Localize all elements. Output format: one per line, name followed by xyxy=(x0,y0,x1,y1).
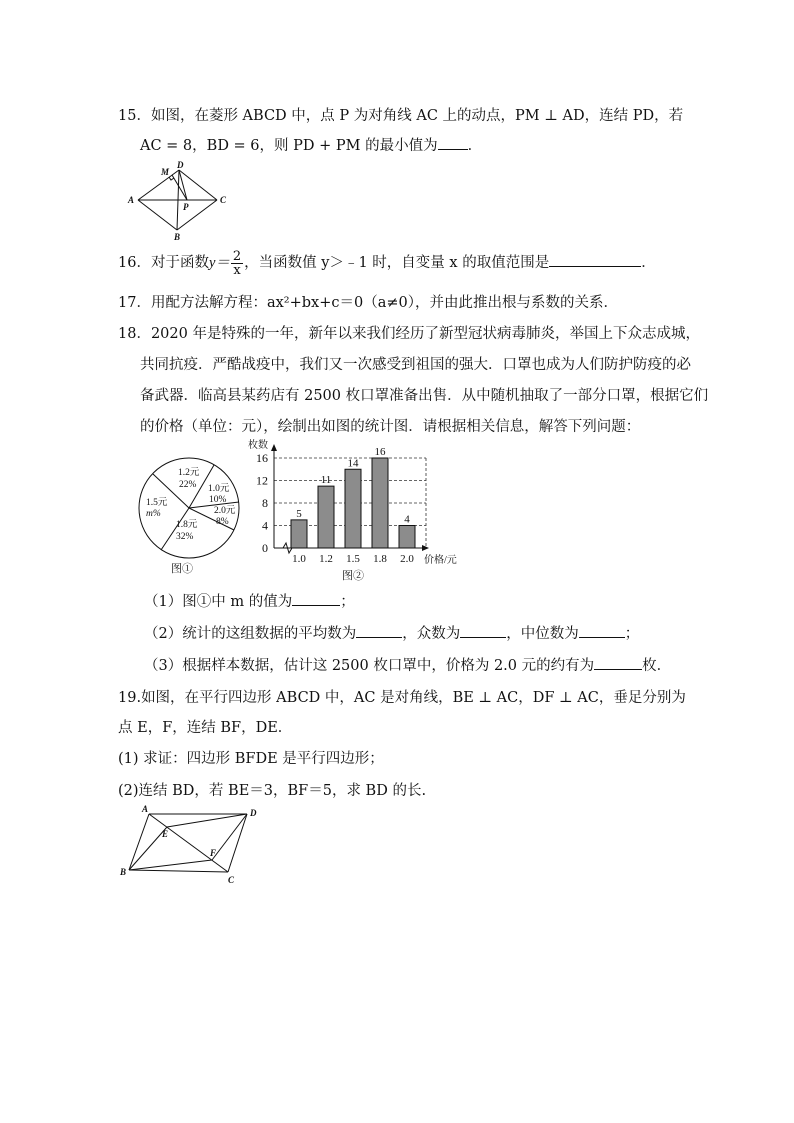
x-axis-arrow xyxy=(422,545,429,551)
q19-line2: 点 E，F，连结 BF，DE． xyxy=(118,720,293,736)
y-tick-label: 16 xyxy=(256,451,268,465)
y-axis-arrow xyxy=(271,444,277,451)
parallelogram-figure xyxy=(118,804,268,886)
y-tick-label: 4 xyxy=(262,518,268,533)
y-axis-label: 枚数 xyxy=(248,440,268,451)
segment-DF xyxy=(212,814,247,860)
answer-blank[interactable] xyxy=(594,657,642,670)
q18-line2: 共同抗疫．严酷战疫中，我们又一次感受到祖国的强大．口罩也成为人们防护防疫的必 xyxy=(140,357,691,373)
side-CB xyxy=(129,870,228,872)
bar-value-label: 14 xyxy=(347,457,359,470)
label-B: B xyxy=(120,867,127,877)
pie-label-1.5: 1.5元 xyxy=(146,498,168,508)
bar-value-label: 11 xyxy=(320,474,332,487)
segment-DE xyxy=(167,814,247,827)
pie-label-1.0: 1.0元 xyxy=(208,484,230,494)
y-tick-label: 12 xyxy=(256,473,268,488)
label-F: F xyxy=(210,848,217,858)
pie-label-1.2: 1.2元 xyxy=(178,468,200,478)
bar-2.0 xyxy=(399,526,415,549)
side-BA xyxy=(138,200,177,230)
bar-1.5 xyxy=(345,469,361,548)
bar-caption: 图② xyxy=(342,570,364,582)
label-D: D xyxy=(177,160,184,170)
q18-line4: 的价格（单位：元），绘制出如图的统计图．请根据相关信息，解答下列问题： xyxy=(140,419,641,435)
bar-value-label: 16 xyxy=(374,446,386,458)
bar-chart-figure2 xyxy=(238,438,466,584)
segment-PM xyxy=(172,175,187,200)
side-BA xyxy=(129,814,149,870)
q19-sub1: (1) 求证：四边形 BFDE 是平行四边形； xyxy=(118,751,384,767)
answer-blank[interactable] xyxy=(549,254,641,267)
answer-blank[interactable] xyxy=(438,137,468,150)
q18-sub2: （2）统计的这组数据的平均数为 ，众数为 ，中位数为 ； xyxy=(144,626,640,642)
answer-blank[interactable] xyxy=(356,625,402,638)
label-C: C xyxy=(228,875,235,885)
x-tick-label: 1.2 xyxy=(319,553,333,565)
pie-chart-figure1 xyxy=(136,440,246,580)
y-tick-label: 0 xyxy=(262,541,268,555)
answer-blank[interactable] xyxy=(460,625,506,638)
bar-1.8 xyxy=(372,458,388,548)
q18-line3: 备武器．临高县某药店有 2500 枚口罩准备出售．从中随机抽取了一部分口罩，根据它们 xyxy=(140,388,709,404)
bar-1.0 xyxy=(291,520,307,548)
x-tick-label: 1.0 xyxy=(292,553,306,565)
label-M: M xyxy=(161,167,170,177)
answer-blank[interactable] xyxy=(292,593,340,606)
fraction-2-over-x: $\frac{2}{x}$ xyxy=(232,248,242,278)
x-tick-label: 2.0 xyxy=(400,553,414,565)
bar-value-label: 5 xyxy=(296,507,302,520)
q15-line2: AC = 8，BD = 6，则 PD + PM 的最小值为 ． xyxy=(140,138,483,154)
q19-line1: 19.如图，在平行四边形 ABCD 中，AC 是对角线，BE ⊥ AC，DF ⊥ AC，垂足分别为 xyxy=(118,690,686,706)
y-tick-label: 8 xyxy=(262,496,268,510)
pie-label-2.0: 2.0元 xyxy=(214,506,236,516)
segment-BF xyxy=(129,860,212,870)
q18-sub3: （3）根据样本数据，估计这 2500 枚口罩中，价格为 2.0 元的约有为 枚． xyxy=(144,658,672,674)
answer-blank[interactable] xyxy=(579,625,625,638)
pie-label-1.8: 1.8元 xyxy=(176,520,198,530)
rhombus-figure xyxy=(125,160,230,242)
side-AD xyxy=(138,170,179,200)
label-A: A xyxy=(128,195,135,205)
q18-line1: 18．2020 年是特殊的一年，新年以来我们经历了新型冠状病毒肺炎，举国上下众志成城， xyxy=(118,326,700,342)
x-tick-label: 1.5 xyxy=(346,553,360,565)
q16-line: 16．对于函数y＝ $\frac{2}{x}$ ，当函数值 y＞﹣1 时，自变量 x 的取值范围是 ． xyxy=(118,248,656,278)
pie-pct-1.0: 10% xyxy=(209,495,227,505)
q19-sub2: (2)连结 BD，若 BE＝3，BF＝5，求 BD 的长. xyxy=(118,783,427,799)
q18-sub1: （1）图①中 m 的值为 ； xyxy=(144,594,355,610)
pie-pct-2.0: 8% xyxy=(216,517,229,527)
pie-pct-1.8: 32% xyxy=(176,532,194,542)
label-B: B xyxy=(174,232,181,242)
q15-line1: 15．如图，在菱形 ABCD 中，点 P 为对角线 AC 上的动点，PM ⊥ AD，连结 PD，若 xyxy=(118,108,684,124)
bar-1.2 xyxy=(318,486,334,548)
side-DC xyxy=(228,814,247,872)
bar-value-label: 4 xyxy=(404,513,410,526)
pie-pct-1.2: 22% xyxy=(179,480,197,490)
pie-pct-1.5: m% xyxy=(146,509,161,519)
x-tick-label: 1.8 xyxy=(373,553,387,565)
segment-PD xyxy=(179,170,187,200)
pie-caption: 图① xyxy=(171,563,193,575)
label-D: D xyxy=(250,808,257,818)
label-C: C xyxy=(220,195,227,205)
label-P: P xyxy=(183,202,189,212)
label-A: A xyxy=(142,804,149,814)
label-E: E xyxy=(162,829,169,839)
q17-line: 17．用配方法解方程：ax²+bx+c＝0（a≠0），并由此推出根与系数的关系． xyxy=(118,295,618,311)
x-axis-label: 价格/元 xyxy=(424,555,457,566)
